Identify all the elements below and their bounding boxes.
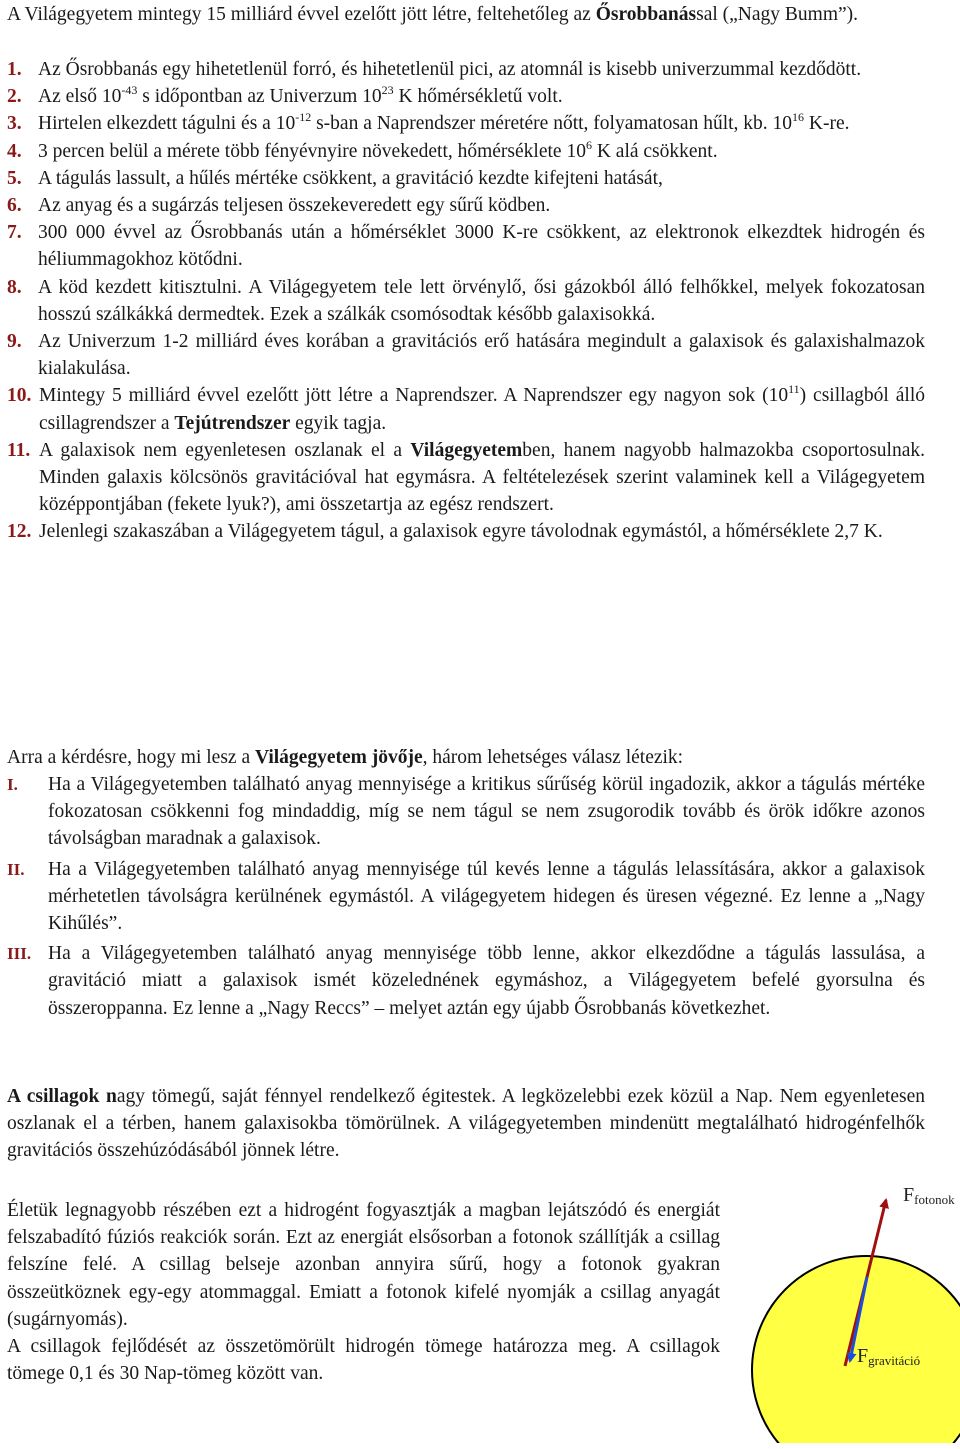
list-item: I. Ha a Világegyetemben található anyag mennyisége a kritikus sűrűség körül ingadozik, akkor a tágulás mértéke fokozatosan csökkenni fog mindaddig, míg se nem tágul se nem zsugorodik tovább és örök időkre azonos távolságban maradnak a galaxisok. [7, 774, 925, 850]
star-forces-svg [720, 1178, 960, 1443]
big-bang-steps-list [7, 56, 925, 546]
list-item: 10. Mintegy 5 milliárd évvel ezelőtt jött létre a Naprendszer. A Naprendszer egy nagyon sok $(10^{11})$ csillagból álló csillagrendszer a Tejútrendszer egyik tagja. [7, 382, 925, 434]
list-item: 5. A tágulás lassult, a hűlés mértéke csökkent, a gravitáció kezdte kifejteni hatását, [7, 167, 663, 189]
intro-paragraph [7, 1, 925, 28]
list-item: 1. Az Ősrobbanás egy hihetetlenül forró, és hihetetlenül pici, az atomnál is kisebb univerzummal kezdődött. [7, 59, 862, 80]
intro-bold-term: Ősrobbanás [595, 4, 697, 25]
list-item: 2. Az első $10^{-43}$ s időpontban az Univerzum $10^{23}$ K hőmérsékletű volt. [7, 83, 563, 108]
star-forces-diagram [720, 1178, 960, 1443]
gravity-force-label: $F_{gravitáció}$ [857, 1345, 921, 1368]
list-item: 12. Jelenlegi szakaszában a Világegyetem tágul, a galaxisok egyre távolodnak egymástól, a hőmérséklete 2,7 K. [7, 521, 883, 543]
star-circle [752, 1256, 960, 1443]
list-item: 8. A köd kezdett kitisztulni. A Világegyetem tele lett örvénylő, ősi gázokból álló felhőkkel, melyek fokozatosan hosszú szálkákká dermedtek. Ezek a szálkák csomósodtak később galaxisokká. [7, 276, 925, 325]
stars-paragraph: A csillagok nagy tömegű, saját fénnyel rendelkező égitestek. A legközelebbi ezek közül a Nap. Nem egyenletesen oszlanak el a térben, hanem galaxisokba tömörülnek. A világegyetemben mindenütt megtalálható hidrogénfelhők gravitációs összehúzódásából jönnek létre. [7, 1086, 925, 1162]
list-item: 6. Az anyag és a sugárzás teljesen összekeveredett egy sűrű ködben. [7, 195, 551, 217]
photon-force-label: $F_{fotonok}$ [903, 1184, 955, 1207]
list-item: 11. A galaxisok nem egyenletesen oszlanak el a Világegyetemben, hanem nagyobb halmazokba csoportosulnak. Minden galaxis kölcsönös gravitációval hat egymásra. A feltételezések szerint valaminek kell a Világegyetem középpontjában (fekete lyuk?), ami összetartja az egész rendszert. [7, 439, 925, 516]
intro-text: A Világegyetem mintegy 15 milliárd évvel ezelőtt jött létre, feltehetőleg az [7, 4, 596, 25]
list-item: 7. 300 000 évvel az Ősrobbanás után a hőmérséklet 3000 K-re csökkent, az elektronok elkezdtek hidrogén és héliummagokhoz kötődni. [7, 222, 925, 271]
stars-paragraph-3: A csillagok fejlődését az összetömörült hidrogén tömege határozza meg. A csillagok tömege 0,1 és 30 Nap-tömeg között van. [7, 1336, 720, 1385]
intro-text-end: sal („Nagy Bumm”). [696, 4, 859, 25]
list-item: 9. Az Univerzum 1-2 milliárd éves korában a gravitációs erő hatására megindult a galaxisok és galaxishalmazok kialakulása. [7, 331, 925, 380]
list-item: 3. Hirtelen elkezdett tágulni és a $10^{-12}$ s-ban a Naprendszer méretére nőtt, folyamatosan hűlt, kb. $10^{16}$ K-re. [7, 110, 850, 135]
list-item: 4. 3 percen belül a mérete több fényévnyire növekedett, hőmérséklete $10^6$ K alá csökkent. [7, 137, 718, 162]
list-item: III. Ha a Világegyetemben található anyag mennyisége több lenne, akkor elkezdődne a tágulás lassulása, a gravitáció miatt a galaxisok ismét közelednének egymáshoz, a Világegyetem befelé gyorsulna és összeroppanna. Ez lenne a „Nagy Reccs” – melyet aztán egy újabb Ősrobbanás következhet. [7, 943, 925, 1019]
stars-fusion-text [7, 1197, 720, 1387]
stars-paragraph-2: Életük legnagyobb részében ezt a hidrogént fogyasztják a magban lejátszódó és energiát felszabadító fúziós reakciók során. Ezt az energiát elsősorban a fotonok szállítják a csillag felszíne felé. A csillag belseje azonban annyira sűrű, hogy a fotonok gyakran összeütköznek egy-egy atommaggal. Emiatt a fotonok kifelé nyomják a csillag anyagát (sugárnyomás). [7, 1200, 720, 1330]
list-item: II. Ha a Világegyetemben található anyag mennyisége túl kevés lenne a tágulás lelassítására, akkor a galaxisok mérhetetlen távolságra kerülnének egymástól. A világegyetem hidegen és üresen végezné. Ez lenne a „Nagy Kihűlés”. [7, 858, 925, 935]
future-scenarios-list [7, 771, 925, 1025]
future-question: Arra a kérdésre, hogy mi lesz a Világegyetem jövője, három lehetséges válasz létezik: [7, 747, 684, 768]
